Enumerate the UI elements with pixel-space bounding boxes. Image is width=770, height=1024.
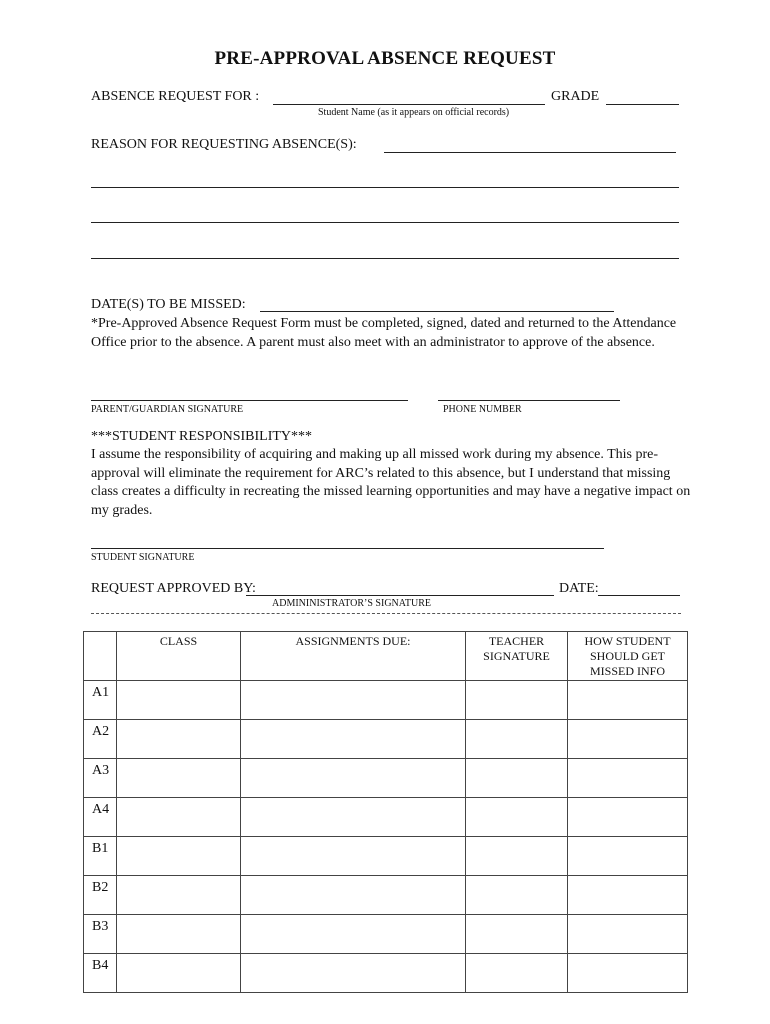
table-row [84, 681, 688, 720]
class-cell[interactable] [117, 798, 241, 837]
dates-label: DATE(S) TO BE MISSED: [91, 297, 246, 312]
student-signature-caption: STUDENT SIGNATURE [91, 552, 195, 563]
instructions-text: *Pre-Approved Absence Request Form must be completed, signed, dated and returned to the Attendance Office prior to the absence. A parent must also meet with an administrator to approve of the absence. [91, 316, 677, 350]
header-assignments: ASSIGNMENTS DUE: [241, 632, 466, 681]
reason-field-line-2[interactable] [91, 187, 679, 188]
header-teacher-line-2: SIGNATURE [483, 649, 550, 663]
grade-label: GRADE [551, 89, 600, 104]
admin-signature-field[interactable] [246, 595, 554, 596]
table-row [84, 915, 688, 954]
approved-by-label: REQUEST APPROVED BY: [91, 581, 256, 596]
class-cell[interactable] [117, 915, 241, 954]
class-cell[interactable] [117, 681, 241, 720]
assignments-cell[interactable] [241, 759, 466, 798]
table-row [84, 837, 688, 876]
assignments-cell[interactable] [241, 798, 466, 837]
row-label: B1 [84, 837, 117, 876]
student-name-field[interactable] [273, 104, 545, 105]
row-label: A4 [84, 798, 117, 837]
admin-signature-caption: ADMININISTRATOR’S SIGNATURE [272, 598, 431, 609]
teacher-signature-cell[interactable] [466, 837, 568, 876]
header-row-label [84, 632, 117, 681]
teacher-signature-cell[interactable] [466, 681, 568, 720]
missed-info-cell[interactable] [568, 837, 688, 876]
teacher-signature-cell[interactable] [466, 954, 568, 993]
section-divider [91, 613, 681, 614]
reason-field-line-4[interactable] [91, 258, 679, 259]
header-class: CLASS [117, 632, 241, 681]
missed-info-cell[interactable] [568, 759, 688, 798]
responsibility-heading: ***STUDENT RESPONSIBILITY*** [91, 429, 313, 444]
reason-label: REASON FOR REQUESTING ABSENCE(S): [91, 137, 357, 152]
header-teacher-signature [466, 632, 568, 681]
row-label: B3 [84, 915, 117, 954]
missed-info-cell[interactable] [568, 876, 688, 915]
table-row [84, 720, 688, 759]
teacher-signature-cell[interactable] [466, 759, 568, 798]
form-title: PRE-APPROVAL ABSENCE REQUEST [214, 48, 556, 69]
class-cell[interactable] [117, 837, 241, 876]
header-missed-line-3: MISSED INFO [589, 664, 665, 678]
teacher-signature-cell[interactable] [466, 915, 568, 954]
table-row [84, 759, 688, 798]
missed-info-cell[interactable] [568, 954, 688, 993]
assignments-cell[interactable] [241, 720, 466, 759]
teacher-signature-cell[interactable] [466, 798, 568, 837]
teacher-signature-cell[interactable] [466, 720, 568, 759]
approval-date-field[interactable] [598, 595, 680, 596]
table-row [84, 876, 688, 915]
assignments-cell[interactable] [241, 876, 466, 915]
class-cell[interactable] [117, 720, 241, 759]
table-row [84, 798, 688, 837]
missed-info-cell[interactable] [568, 798, 688, 837]
student-name-caption: Student Name (as it appears on official records) [318, 107, 510, 118]
header-missed-line-2: SHOULD GET [590, 649, 665, 663]
assignments-cell[interactable] [241, 915, 466, 954]
assignments-table [83, 631, 688, 993]
parent-signature-field[interactable] [91, 400, 408, 401]
phone-caption: PHONE NUMBER [443, 404, 522, 415]
reason-field-line-3[interactable] [91, 222, 679, 223]
table-header-row [84, 632, 688, 681]
header-missed-line-1: HOW STUDENT [584, 634, 671, 648]
row-label: A3 [84, 759, 117, 798]
table-row [84, 954, 688, 993]
assignments-cell[interactable] [241, 837, 466, 876]
row-label: B2 [84, 876, 117, 915]
row-label: B4 [84, 954, 117, 993]
missed-info-cell[interactable] [568, 720, 688, 759]
header-missed-info [568, 632, 688, 681]
absence-for-label: ABSENCE REQUEST FOR : [91, 89, 260, 104]
grade-field[interactable] [606, 104, 679, 105]
dates-field[interactable] [260, 311, 614, 312]
missed-info-cell[interactable] [568, 915, 688, 954]
student-signature-field[interactable] [91, 548, 604, 549]
assignments-cell[interactable] [241, 954, 466, 993]
assignments-cell[interactable] [241, 681, 466, 720]
responsibility-text: I assume the responsibility of acquiring and making up all missed work during my absence. This pre-approval will eliminate the requirement for ARC’s related to this absence, but I understand that missing class creates a difficulty in recreating the missed learning opportunities and may have a negative impact on my grades. [91, 447, 691, 518]
parent-signature-caption: PARENT/GUARDIAN SIGNATURE [91, 404, 244, 415]
class-cell[interactable] [117, 759, 241, 798]
missed-info-cell[interactable] [568, 681, 688, 720]
header-teacher-line-1: TEACHER [488, 634, 545, 648]
class-cell[interactable] [117, 954, 241, 993]
reason-field-line-1[interactable] [384, 152, 676, 153]
row-label: A1 [84, 681, 117, 720]
class-cell[interactable] [117, 876, 241, 915]
phone-field[interactable] [438, 400, 620, 401]
teacher-signature-cell[interactable] [466, 876, 568, 915]
date-label: DATE: [559, 581, 599, 596]
row-label: A2 [84, 720, 117, 759]
